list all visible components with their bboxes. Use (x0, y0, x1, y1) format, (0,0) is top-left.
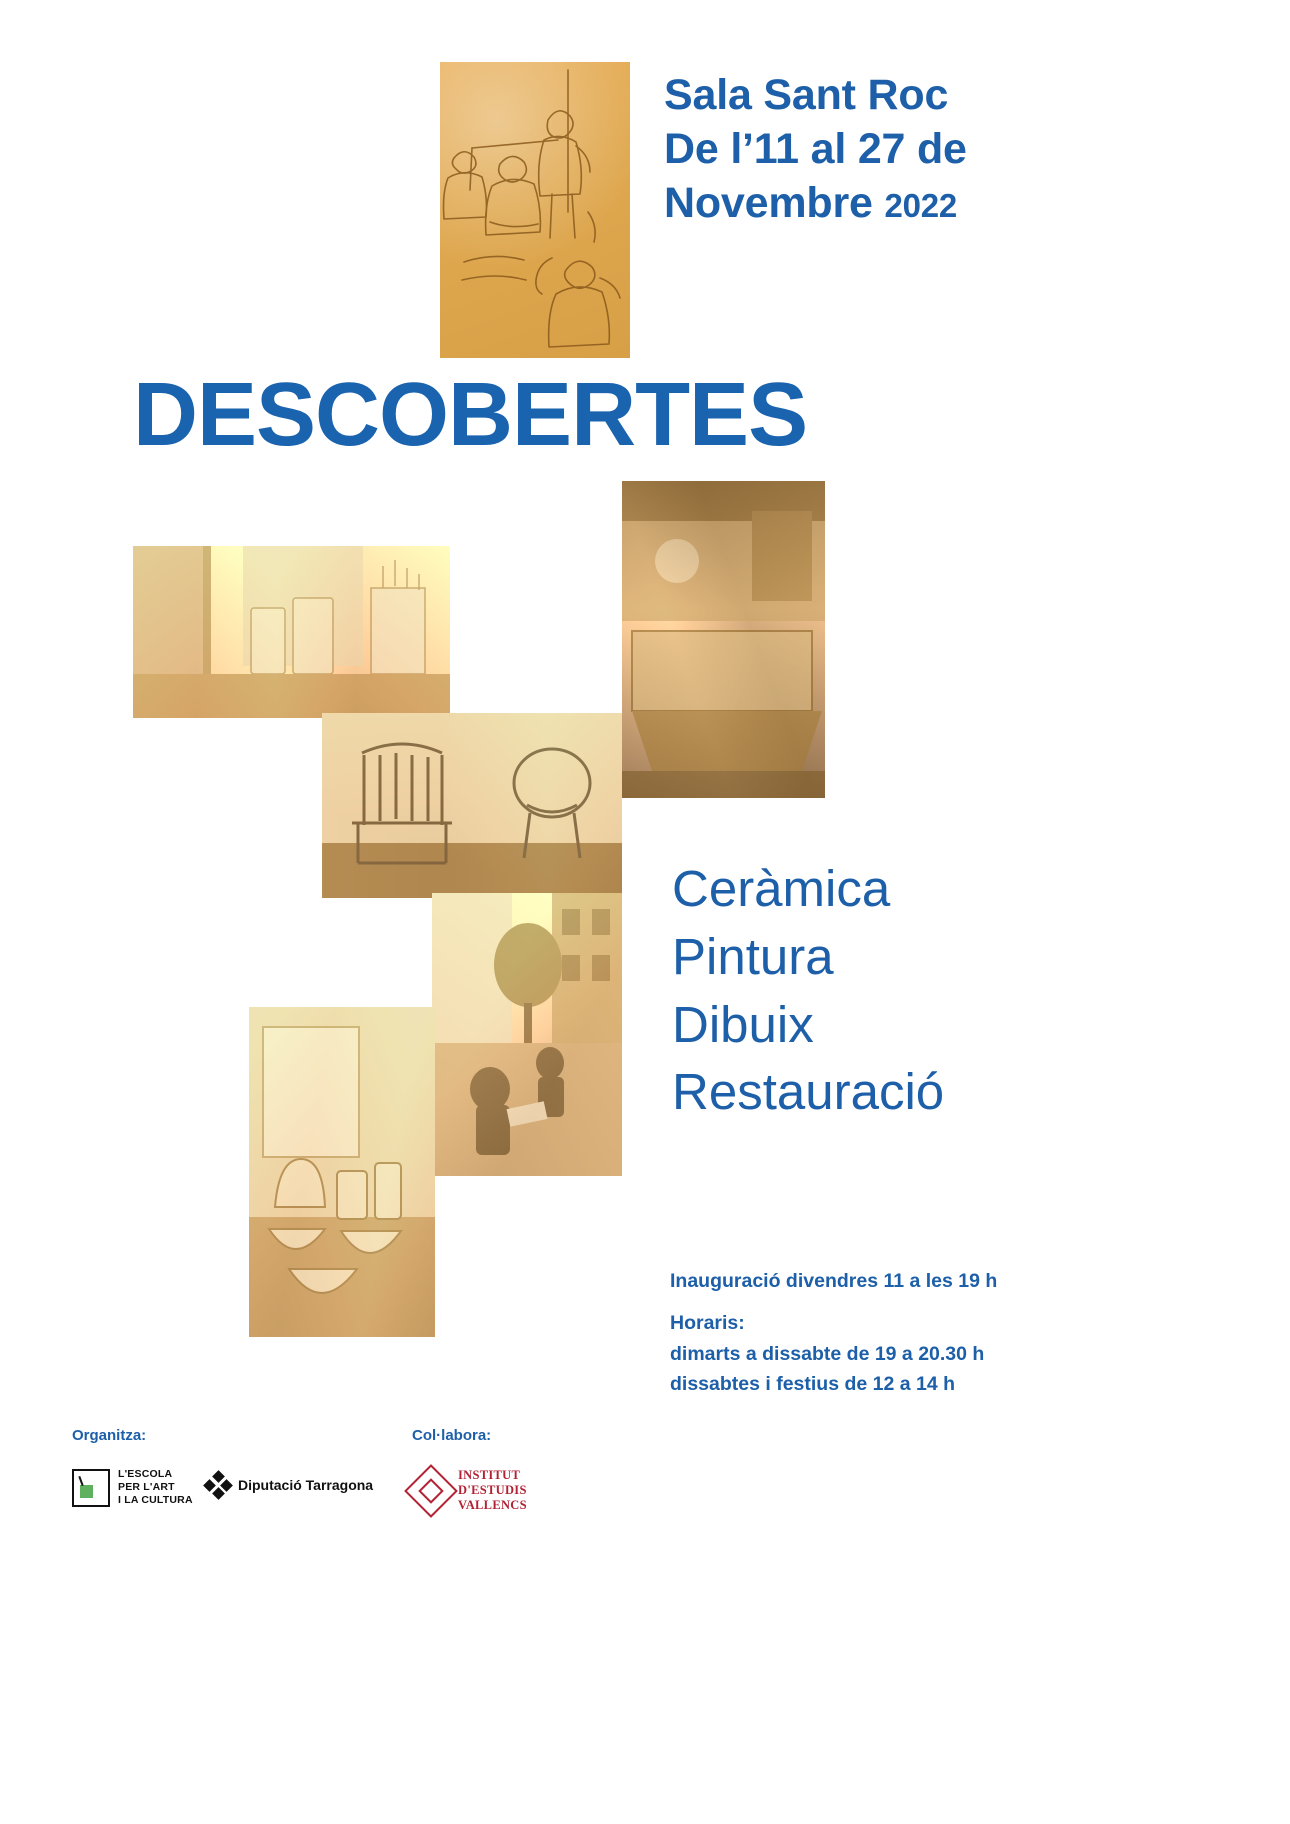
organitza-label: Organitza: (72, 1427, 147, 1444)
wood-restoration-workshop-image (622, 481, 825, 798)
iev-logo-text (458, 1468, 527, 1513)
header-year: 2022 (884, 187, 958, 225)
logo-institut-destudis-vallencs (412, 1468, 527, 1513)
diputacio-logo-text: Diputació Tarragona (238, 1477, 374, 1493)
outdoor-drawing-square-image (432, 893, 622, 1176)
header-line-month-row (664, 176, 1224, 230)
iev-logo-line1: INSTITUT (458, 1468, 521, 1482)
opening-info: Inauguració divendres 11 a les 19 h (670, 1270, 998, 1292)
schedule-line-weekends: dissabtes i festius de 12 a 14 h (670, 1372, 956, 1395)
diputacio-logo-icon (205, 1472, 231, 1498)
disciplines-list (672, 855, 944, 1126)
discipline-ceramica: Ceràmica (672, 860, 891, 917)
header-text-block (664, 68, 1224, 231)
logo-diputacio-tarragona (205, 1472, 373, 1498)
escola-logo-line2: PER L'ART (118, 1481, 175, 1494)
header-month: Novembre (664, 179, 873, 228)
restored-chairs-room-image (322, 713, 622, 898)
logo-escola-per-lart-i-la-cultura (72, 1468, 193, 1507)
discipline-dibuix: Dibuix (672, 995, 814, 1053)
discipline-restauracio: Restauració (672, 1063, 945, 1121)
page-title: DESCOBERTES (133, 365, 808, 465)
header-line-dates: De l’11 al 27 de (664, 125, 967, 174)
discipline-pintura: Pintura (672, 927, 834, 985)
iev-logo-line2: D'ESTUDIS (458, 1483, 527, 1497)
escola-logo-icon (72, 1469, 110, 1507)
iev-logo-icon (404, 1464, 458, 1518)
escola-logo-line1: L'ESCOLA (118, 1468, 173, 1480)
event-info-block (670, 1272, 1190, 1404)
ceramic-pots-table-image (249, 1007, 435, 1337)
ceramics-workshop-shelf-image (133, 546, 450, 718)
header-line-venue: Sala Sant Roc (664, 71, 949, 119)
schedule-label: Horaris: (670, 1311, 745, 1334)
escola-logo-line3: I LA CULTURA (118, 1494, 193, 1507)
iev-logo-line3: VALLENCS (458, 1498, 527, 1512)
collabora-label: Col·labora: (412, 1427, 492, 1444)
schedule-line-weekdays: dimarts a dissabte de 19 a 20.30 h (670, 1343, 985, 1365)
sketch-drawing-class-image (440, 62, 630, 358)
escola-logo-text (118, 1468, 193, 1507)
